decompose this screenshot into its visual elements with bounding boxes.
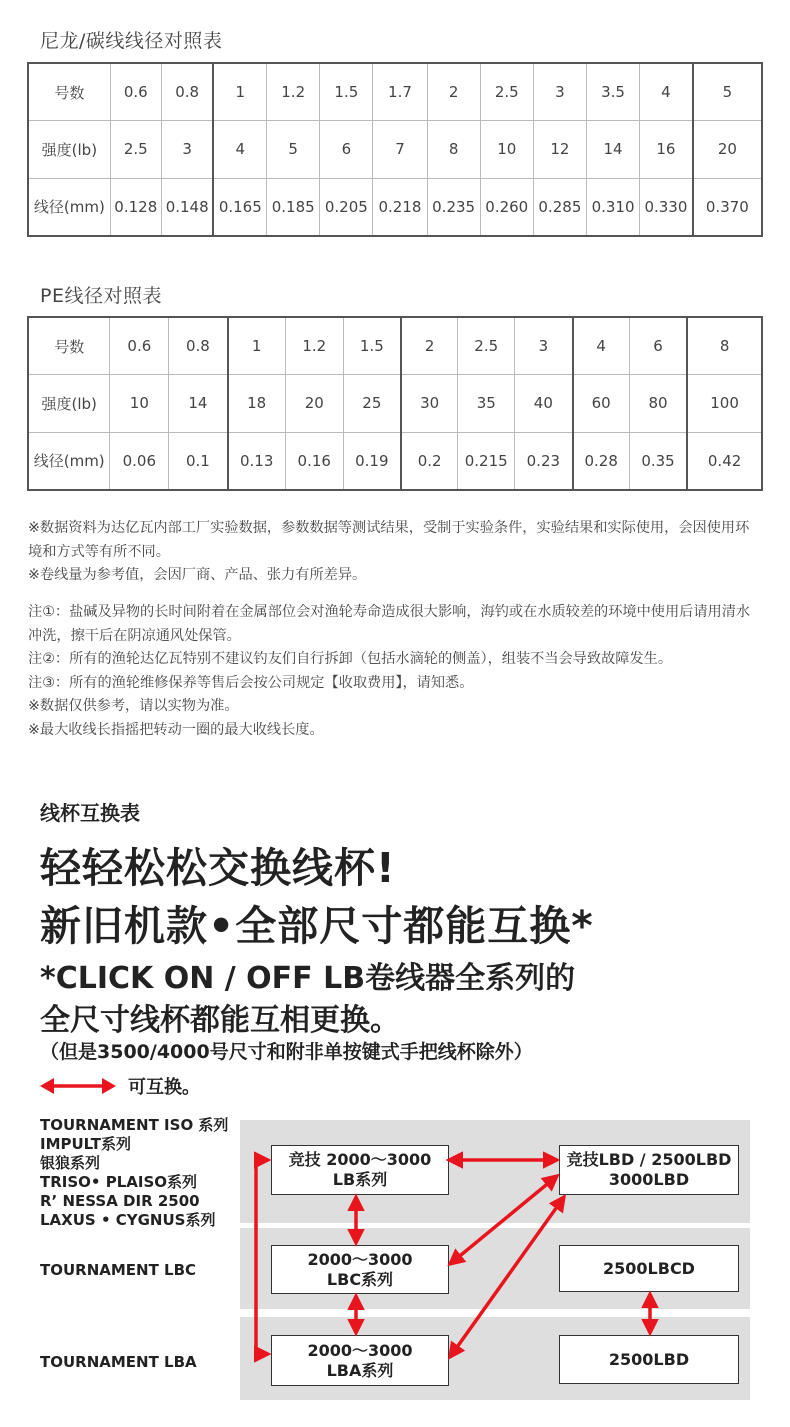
- box-line: LBC系列: [326, 1269, 394, 1289]
- table-cell: 20: [693, 121, 762, 179]
- series-label: LAXUS • CYGNUS系列: [40, 1211, 216, 1229]
- series-label: TOURNAMENT ISO 系列: [40, 1116, 229, 1134]
- table-cell: 0.370: [693, 178, 762, 236]
- table-cell: 6: [629, 317, 687, 375]
- table-cell: 1.5: [320, 63, 373, 121]
- table-cell: 5: [693, 63, 762, 121]
- row-header: 号数: [28, 63, 110, 121]
- note-line: ※数据资料为达亿瓦内部工厂实验数据，参数数据等测试结果，受制于实验条件，实验结果和实际使用，会因使用环境和方式等有所不同。: [28, 520, 750, 560]
- table-cell: 35: [458, 375, 515, 433]
- notes-maintenance: [28, 601, 763, 742]
- table-cell: 0.8: [161, 63, 213, 121]
- headline-line-3: *CLICK ON / OFF LB卷线器全系列的: [40, 961, 576, 996]
- row3-series-label: TOURNAMENT LBA: [40, 1353, 197, 1371]
- spool-box-lb: [271, 1145, 449, 1195]
- note-line: 注②：所有的渔轮达亿瓦特别不建议钓友们自行拆卸（包括水滴轮的侧盖），组装不当会导致故障发生。: [28, 651, 673, 667]
- box-line: 竞技LBD / 2500LBD: [566, 1150, 732, 1169]
- table-cell: 0.06: [110, 432, 169, 490]
- table-cell: 0.19: [343, 432, 401, 490]
- table-cell: 1.5: [343, 317, 401, 375]
- box-line: 3000LBD: [608, 1170, 690, 1189]
- table-cell: 7: [373, 121, 427, 179]
- table-row: [28, 432, 762, 490]
- table-cell: 0.28: [573, 432, 630, 490]
- table-cell: 1: [213, 63, 266, 121]
- table-cell: 0.148: [161, 178, 213, 236]
- table-cell: 20: [285, 375, 343, 433]
- table-cell: 0.35: [629, 432, 687, 490]
- row2-series-label: TOURNAMENT LBC: [40, 1261, 197, 1279]
- spool-box-lbc: [271, 1245, 449, 1294]
- headline-line-2: 新旧机款•全部尺寸都能互换*: [40, 902, 594, 950]
- box-line: 竞技 2000～3000: [288, 1150, 432, 1169]
- table-cell: 14: [169, 375, 228, 433]
- table-cell: 3.5: [586, 63, 639, 121]
- box-line: 2000～3000: [307, 1340, 413, 1360]
- table-cell: 1: [228, 317, 286, 375]
- table-cell: 0.260: [480, 178, 533, 236]
- table-row: [28, 121, 762, 179]
- table-cell: 0.185: [267, 178, 320, 236]
- table-cell: 10: [480, 121, 533, 179]
- table-cell: 2: [401, 317, 458, 375]
- table-cell: 1.2: [285, 317, 343, 375]
- table-row: [28, 178, 762, 236]
- table-cell: 0.6: [110, 317, 169, 375]
- table-cell: 3: [533, 63, 586, 121]
- table-cell: 0.42: [687, 432, 762, 490]
- spool-section-title: 线杯互换表: [40, 801, 140, 825]
- table-cell: 4: [640, 63, 693, 121]
- table-cell: 3: [515, 317, 573, 375]
- table-cell: 30: [401, 375, 458, 433]
- table-cell: 2.5: [458, 317, 515, 375]
- note-line: 注③：所有的渔轮维修保养等售后会按公司规定【收取费用】，请知悉。: [28, 674, 474, 691]
- table-row: [28, 63, 762, 121]
- table-cell: 2: [427, 63, 480, 121]
- note-line: ※数据仅供参考，请以实物为准。: [28, 698, 239, 714]
- table-cell: 6: [320, 121, 373, 179]
- table-cell: 0.330: [640, 178, 693, 236]
- legend-text: 可互换。: [128, 1077, 200, 1098]
- table-cell: 100: [687, 375, 762, 433]
- headline-line-1: 轻轻松松交换线杯!: [40, 844, 396, 892]
- row-header: 号数: [28, 317, 110, 375]
- table-cell: 10: [110, 375, 169, 433]
- table-cell: 1.7: [373, 63, 427, 121]
- table-cell: 5: [267, 121, 320, 179]
- row-header: 线径(mm): [28, 178, 110, 236]
- table-cell: 0.2: [401, 432, 458, 490]
- spool-box-lba: [271, 1335, 449, 1386]
- pe-table: [27, 316, 763, 491]
- table-cell: 8: [427, 121, 480, 179]
- table-row: [28, 375, 762, 433]
- notes-disclaimer: [28, 517, 763, 588]
- table-cell: 12: [533, 121, 586, 179]
- table-cell: 0.205: [320, 178, 373, 236]
- row-header: 强度(lb): [28, 121, 110, 179]
- table-cell: 40: [515, 375, 573, 433]
- table-cell: 18: [228, 375, 286, 433]
- spool-box-2500lbd: [559, 1335, 739, 1384]
- table-cell: 0.235: [427, 178, 480, 236]
- table-cell: 0.13: [228, 432, 286, 490]
- table-cell: 2.5: [110, 121, 161, 179]
- table-cell: 2.5: [480, 63, 533, 121]
- table-cell: 0.16: [285, 432, 343, 490]
- table-cell: 4: [213, 121, 266, 179]
- table-cell: 0.23: [515, 432, 573, 490]
- row-header: 线径(mm): [28, 432, 110, 490]
- box-line: 2500LBCD: [603, 1258, 695, 1278]
- table-cell: 0.165: [213, 178, 266, 236]
- double-arrow-icon: [40, 1073, 116, 1099]
- table-cell: 3: [161, 121, 213, 179]
- row-header: 强度(lb): [28, 375, 110, 433]
- table-cell: 1.2: [267, 63, 320, 121]
- spool-box-2500lbcd: [559, 1245, 739, 1292]
- row1-series-labels: [40, 1116, 228, 1230]
- table-cell: 0.6: [110, 63, 161, 121]
- pe-table-title: PE线径对照表: [40, 285, 162, 307]
- note-line: 注①：盐碱及异物的长时间附着在金属部位会对渔轮寿命造成很大影响，海钓或在水质较差的环境中使用后请用清水冲洗，擦干后在阴凉通风处保管。: [28, 604, 751, 644]
- series-label: R’ NESSA DIR 2500: [40, 1192, 200, 1210]
- note-line: ※卷线量为参考值，会因厂商、产品、张力有所差异。: [28, 567, 367, 583]
- table-cell: 4: [573, 317, 630, 375]
- table-cell: 0.128: [110, 178, 161, 236]
- box-line: 2500LBD: [608, 1349, 690, 1369]
- headline-line-4: 全尺寸线杯都能互相更换。: [40, 1003, 400, 1038]
- note-line: ※最大收线长指摇把转动一圈的最大收线长度。: [28, 721, 324, 738]
- table-cell: 8: [687, 317, 762, 375]
- exception-note: （但是3500/4000号尺寸和附非单按键式手把线杯除外）: [40, 1041, 533, 1063]
- box-line: LB系列: [332, 1170, 388, 1189]
- spool-box-lbd: [559, 1145, 739, 1195]
- table-cell: 0.310: [586, 178, 639, 236]
- table-cell: 0.285: [533, 178, 586, 236]
- table-cell: 60: [573, 375, 630, 433]
- table-cell: 0.215: [458, 432, 515, 490]
- table-cell: 25: [343, 375, 401, 433]
- series-label: TRISO• PLAISO系列: [40, 1173, 198, 1191]
- table-cell: 14: [586, 121, 639, 179]
- nylon-table: [27, 62, 763, 237]
- table-cell: 16: [640, 121, 693, 179]
- series-label: IMPULT系列: [40, 1135, 131, 1153]
- table-cell: 0.1: [169, 432, 228, 490]
- nylon-table-title: 尼龙/碳线线径对照表: [40, 30, 223, 52]
- legend: [40, 1073, 200, 1099]
- series-label: 银狼系列: [40, 1154, 101, 1172]
- box-line: LBA系列: [326, 1360, 394, 1380]
- table-cell: 80: [629, 375, 687, 433]
- table-row: [28, 317, 762, 375]
- box-line: 2000～3000: [307, 1249, 413, 1269]
- table-cell: 0.218: [373, 178, 427, 236]
- table-cell: 0.8: [169, 317, 228, 375]
